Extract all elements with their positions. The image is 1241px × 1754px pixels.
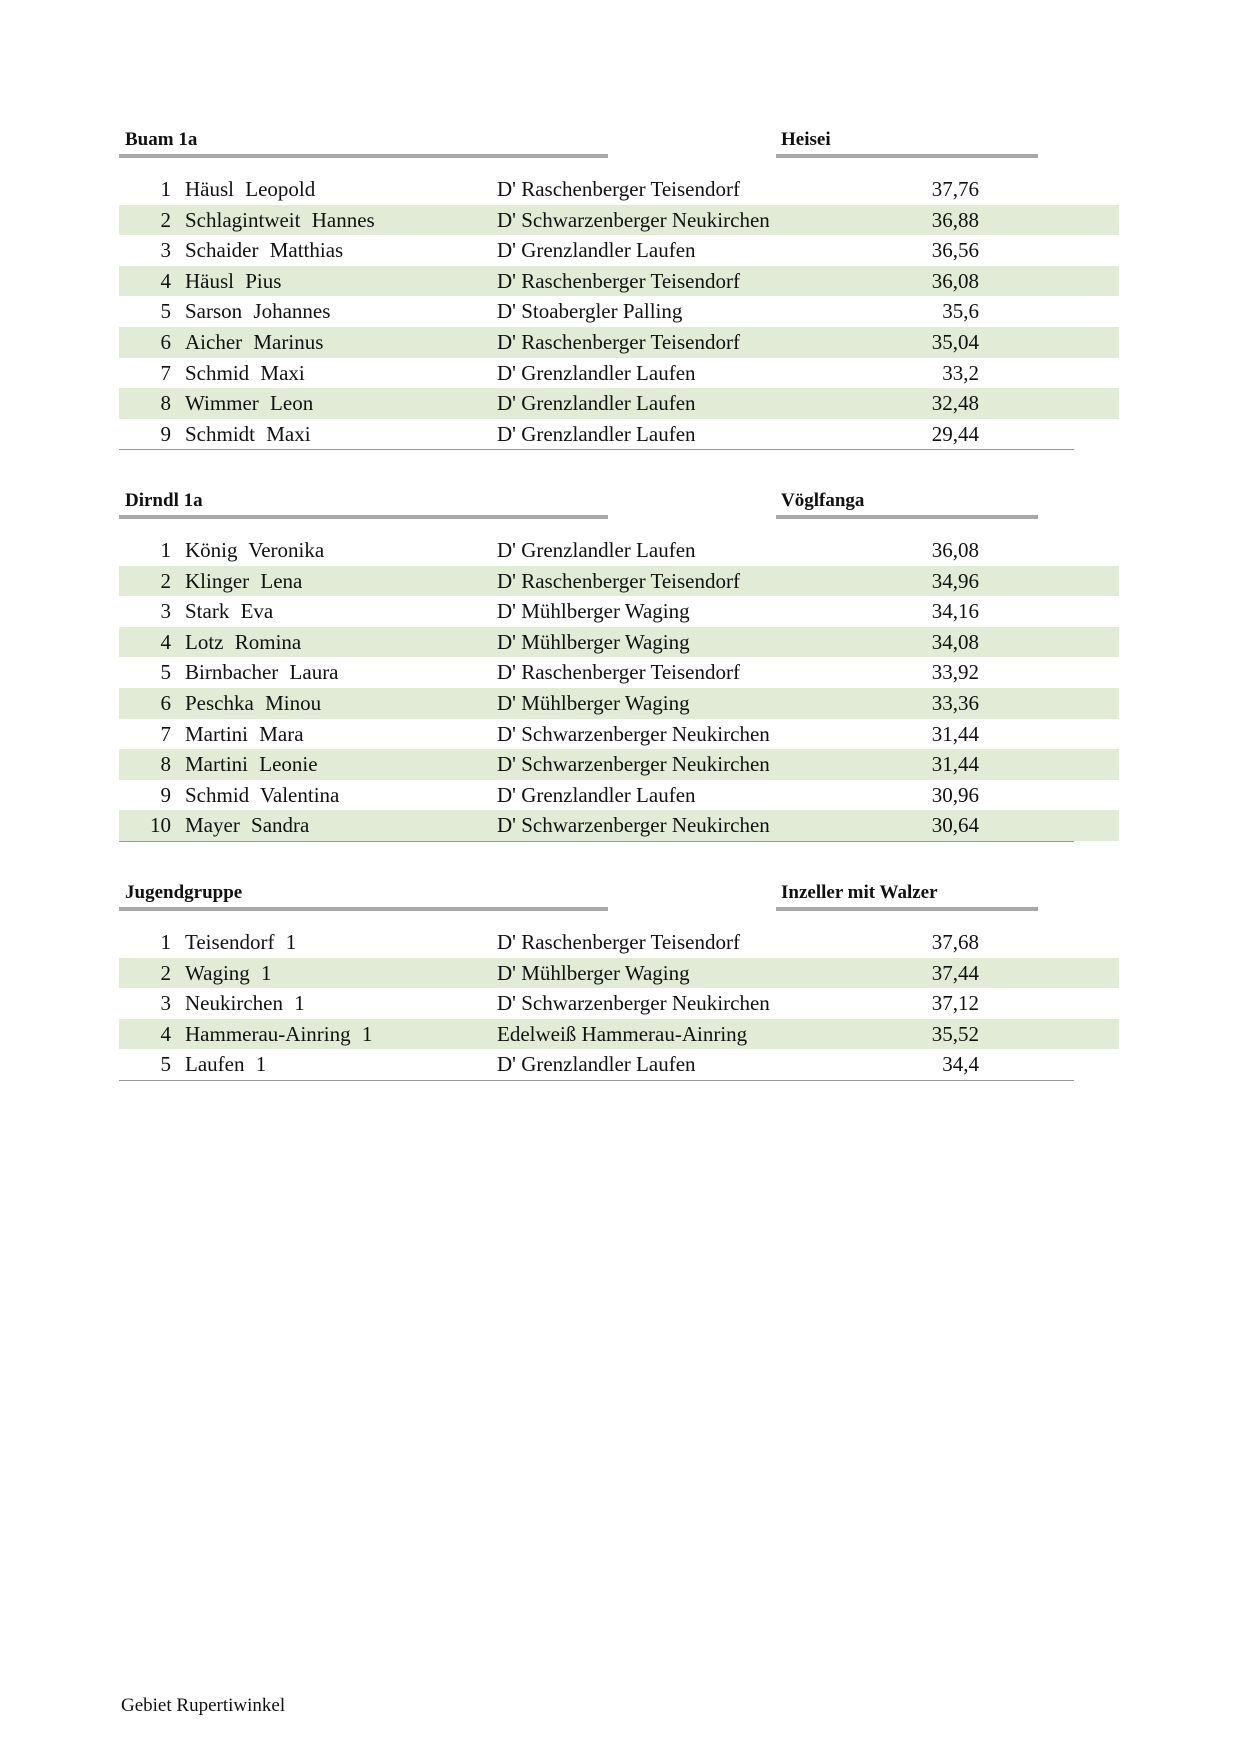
club-cell: D' Schwarzenberger Neukirchen — [497, 991, 770, 1016]
name-cell: Laufen 1 — [185, 1052, 267, 1077]
rank-cell: 5 — [160, 660, 171, 685]
name-cell: Stark Eva — [185, 599, 274, 624]
score-cell: 36,56 — [931, 238, 979, 263]
score-cell: 35,52 — [931, 1021, 979, 1046]
table-row — [119, 235, 1119, 266]
name-cell: Schaider Matthias — [185, 238, 344, 263]
rank-cell: 4 — [160, 1021, 171, 1046]
name-cell: Mayer Sandra — [185, 813, 310, 838]
section-header — [119, 882, 1119, 922]
score-cell: 30,96 — [931, 782, 979, 807]
club-cell: D' Grenzlandler Laufen — [497, 782, 696, 807]
name-cell: Häusl Pius — [185, 268, 282, 293]
header-rule-right — [776, 907, 1038, 911]
header-rule-right — [776, 154, 1038, 158]
results-table — [119, 174, 1119, 449]
score-cell: 29,44 — [931, 421, 979, 446]
table-row — [119, 596, 1119, 627]
rank-cell: 8 — [160, 752, 171, 777]
section-dance: Inzeller mit Walzer — [781, 882, 938, 903]
rank-cell: 6 — [160, 329, 171, 354]
score-cell: 37,68 — [931, 930, 979, 954]
score-cell: 37,12 — [931, 991, 979, 1016]
name-cell: Martini Mara — [185, 721, 304, 746]
results-table — [119, 535, 1119, 841]
score-cell: 37,76 — [931, 177, 979, 201]
club-cell: D' Grenzlandler Laufen — [497, 391, 696, 416]
table-row — [119, 958, 1119, 989]
name-cell: Klinger Lena — [185, 568, 303, 593]
rank-cell: 2 — [160, 960, 171, 985]
name-cell: König Veronika — [185, 538, 325, 562]
section-dance: Vöglfanga — [781, 490, 865, 511]
results-table — [119, 927, 1119, 1080]
club-cell: D' Schwarzenberger Neukirchen — [497, 752, 770, 777]
name-cell: Schlagintweit Hannes — [185, 207, 375, 232]
rank-cell: 10 — [150, 813, 171, 838]
name-cell: Schmidt Maxi — [185, 421, 311, 446]
name-cell: Birnbacher Laura — [185, 660, 339, 685]
table-row — [119, 174, 1119, 205]
club-cell: D' Raschenberger Teisendorf — [497, 329, 740, 354]
rank-cell: 9 — [160, 421, 171, 446]
club-cell: D' Mühlberger Waging — [497, 629, 690, 654]
club-cell: D' Grenzlandler Laufen — [497, 360, 696, 385]
score-cell: 34,96 — [931, 568, 979, 593]
club-cell: D' Raschenberger Teisendorf — [497, 930, 740, 954]
table-row — [119, 419, 1119, 450]
score-cell: 36,88 — [931, 207, 979, 232]
table-row — [119, 266, 1119, 297]
club-cell: D' Raschenberger Teisendorf — [497, 660, 740, 685]
club-cell: D' Stoabergler Palling — [497, 299, 683, 324]
club-cell: D' Grenzlandler Laufen — [497, 538, 696, 562]
score-cell: 31,44 — [931, 752, 979, 777]
name-cell: Teisendorf 1 — [185, 930, 297, 954]
club-cell: D' Raschenberger Teisendorf — [497, 268, 740, 293]
page-footer: Gebiet Rupertiwinkel — [121, 1695, 286, 1716]
table-bottom-rule — [119, 449, 1074, 450]
name-cell: Schmid Maxi — [185, 360, 305, 385]
name-cell: Aicher Marinus — [185, 329, 324, 354]
score-cell: 34,4 — [942, 1052, 979, 1077]
rank-cell: 9 — [160, 782, 171, 807]
table-row — [119, 810, 1119, 841]
results-section-buam-1a — [119, 129, 1119, 450]
score-cell: 36,08 — [931, 268, 979, 293]
club-cell: D' Grenzlandler Laufen — [497, 238, 696, 263]
table-row — [119, 327, 1119, 358]
score-cell: 34,16 — [931, 599, 979, 624]
table-row — [119, 988, 1119, 1019]
rank-cell: 3 — [160, 991, 171, 1016]
header-rule-right — [776, 515, 1038, 519]
club-cell: D' Grenzlandler Laufen — [497, 1052, 696, 1077]
rank-cell: 1 — [160, 930, 171, 954]
score-cell: 35,04 — [931, 329, 979, 354]
table-row — [119, 1049, 1119, 1080]
score-cell: 30,64 — [931, 813, 979, 838]
club-cell: D' Raschenberger Teisendorf — [497, 177, 740, 201]
table-bottom-rule — [119, 1080, 1074, 1081]
rank-cell: 2 — [160, 207, 171, 232]
table-row — [119, 1019, 1119, 1050]
score-cell: 34,08 — [931, 629, 979, 654]
club-cell: D' Grenzlandler Laufen — [497, 421, 696, 446]
score-cell: 32,48 — [931, 391, 979, 416]
name-cell: Peschka Minou — [185, 690, 322, 715]
table-row — [119, 566, 1119, 597]
section-title: Buam 1a — [125, 129, 198, 150]
rank-cell: 5 — [160, 1052, 171, 1077]
club-cell: D' Mühlberger Waging — [497, 690, 690, 715]
rank-cell: 3 — [160, 238, 171, 263]
table-row — [119, 780, 1119, 811]
table-row — [119, 358, 1119, 389]
club-cell: D' Raschenberger Teisendorf — [497, 568, 740, 593]
score-cell: 31,44 — [931, 721, 979, 746]
name-cell: Martini Leonie — [185, 752, 318, 777]
name-cell: Neukirchen 1 — [185, 991, 305, 1016]
score-cell: 36,08 — [931, 538, 979, 562]
header-rule-left — [119, 907, 608, 911]
section-title: Dirndl 1a — [125, 490, 203, 511]
name-cell: Hammerau-Ainring 1 — [185, 1021, 373, 1046]
section-title: Jugendgruppe — [125, 882, 243, 903]
name-cell: Schmid Valentina — [185, 782, 340, 807]
name-cell: Lotz Romina — [185, 629, 302, 654]
club-cell: D' Schwarzenberger Neukirchen — [497, 721, 770, 746]
rank-cell: 3 — [160, 599, 171, 624]
name-cell: Sarson Johannes — [185, 299, 331, 324]
table-row — [119, 296, 1119, 327]
rank-cell: 2 — [160, 568, 171, 593]
club-cell: D' Mühlberger Waging — [497, 960, 690, 985]
table-row — [119, 388, 1119, 419]
table-row — [119, 688, 1119, 719]
rank-cell: 7 — [160, 721, 171, 746]
header-rule-left — [119, 515, 608, 519]
results-section-dirndl-1a — [119, 490, 1119, 842]
results-section-jugendgruppe — [119, 882, 1119, 1081]
section-header — [119, 129, 1119, 169]
table-row — [119, 719, 1119, 750]
table-row — [119, 627, 1119, 658]
score-cell: 33,2 — [942, 360, 979, 385]
rank-cell: 1 — [160, 538, 171, 562]
header-rule-left — [119, 154, 608, 158]
name-cell: Wimmer Leon — [185, 391, 314, 416]
table-row — [119, 657, 1119, 688]
rank-cell: 8 — [160, 391, 171, 416]
club-cell: D' Mühlberger Waging — [497, 599, 690, 624]
club-cell: D' Schwarzenberger Neukirchen — [497, 813, 770, 838]
rank-cell: 4 — [160, 629, 171, 654]
score-cell: 35,6 — [942, 299, 979, 324]
score-cell: 33,92 — [931, 660, 979, 685]
table-row — [119, 749, 1119, 780]
rank-cell: 5 — [160, 299, 171, 324]
table-row — [119, 205, 1119, 236]
table-row — [119, 535, 1119, 566]
score-cell: 33,36 — [931, 690, 979, 715]
rank-cell: 1 — [160, 177, 171, 201]
rank-cell: 7 — [160, 360, 171, 385]
club-cell: Edelweiß Hammerau-Ainring — [497, 1021, 748, 1046]
table-row — [119, 927, 1119, 958]
name-cell: Waging 1 — [185, 960, 272, 985]
table-bottom-rule — [119, 841, 1074, 842]
score-cell: 37,44 — [931, 960, 979, 985]
rank-cell: 4 — [160, 268, 171, 293]
rank-cell: 6 — [160, 690, 171, 715]
club-cell: D' Schwarzenberger Neukirchen — [497, 207, 770, 232]
name-cell: Häusl Leopold — [185, 177, 316, 201]
section-header — [119, 490, 1119, 530]
section-dance: Heisei — [781, 129, 831, 150]
